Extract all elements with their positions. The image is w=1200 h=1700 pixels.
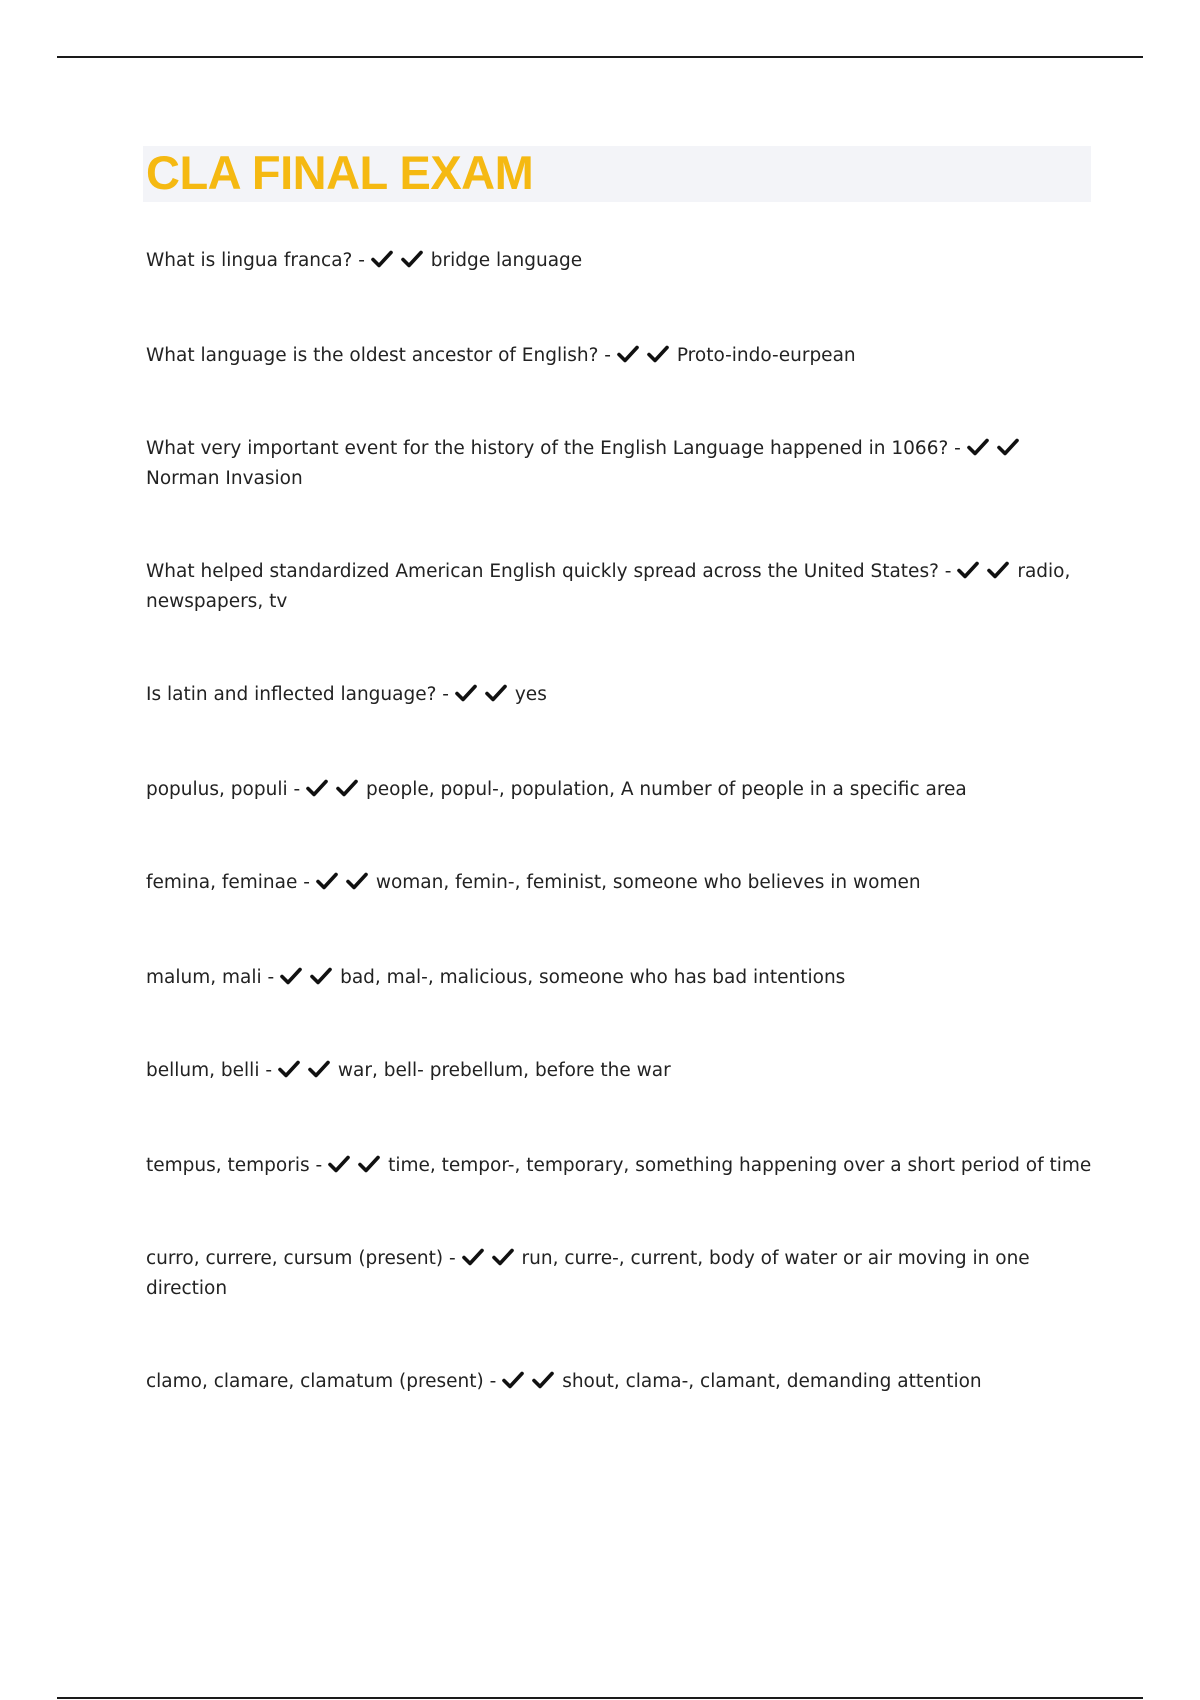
question-text: What is lingua franca? -: [146, 250, 371, 271]
answer-text: Proto-indo-eurpean: [676, 345, 856, 366]
qa-item: [146, 341, 1096, 371]
qa-item: [146, 246, 1096, 276]
answer-text: bad, mal-, malicious, someone who has bad intentions: [340, 967, 846, 988]
question-text: What helped standardized American English quickly spread across the United States? -: [146, 561, 958, 582]
header-rule: [57, 56, 1143, 58]
qa-item: [146, 868, 1096, 898]
answer-text: people, popul-, population, A number of people in a specific area: [366, 779, 967, 800]
question-text: What language is the oldest ancestor of English? -: [146, 345, 617, 366]
check-icon: [401, 250, 423, 268]
answer-text: bridge language: [430, 250, 583, 271]
check-icon: [502, 1371, 524, 1389]
check-icon: [997, 438, 1019, 456]
check-icon: [278, 1060, 300, 1078]
check-icon: [647, 345, 669, 363]
check-icon: [485, 684, 507, 702]
check-icon: [455, 684, 477, 702]
qa-item: [146, 1056, 1096, 1086]
question-text: Is latin and inflected language? -: [146, 684, 455, 705]
check-icon: [306, 779, 328, 797]
check-icon: [346, 872, 368, 890]
qa-item: [146, 680, 1096, 710]
question-text: populus, populi -: [146, 779, 307, 800]
check-icon: [462, 1248, 484, 1266]
check-icon: [371, 250, 393, 268]
check-icon: [532, 1371, 554, 1389]
check-icon: [358, 1155, 380, 1173]
qa-item: [146, 775, 1096, 805]
answer-text: Norman Invasion: [146, 468, 303, 489]
check-icon: [308, 1060, 330, 1078]
check-icon: [492, 1248, 514, 1266]
answer-text: run, curre-, current, body of water or air moving in one direction: [146, 1248, 1030, 1299]
page-title: CLA FINAL EXAM: [146, 146, 534, 199]
check-icon: [328, 1155, 350, 1173]
question-text: tempus, temporis -: [146, 1155, 329, 1176]
answer-text: yes: [514, 684, 547, 705]
question-text: bellum, belli -: [146, 1060, 278, 1081]
check-icon: [957, 561, 979, 579]
check-icon: [316, 872, 338, 890]
question-text: femina, feminae -: [146, 872, 316, 893]
question-text: curro, currere, cursum (present) -: [146, 1248, 462, 1269]
qa-item: [146, 1367, 1096, 1397]
footer-rule: [57, 1697, 1143, 1699]
question-text: malum, mali -: [146, 967, 281, 988]
question-text: What very important event for the history of the English Language happened in 1066? -: [146, 438, 967, 459]
check-icon: [310, 967, 332, 985]
qa-item: [146, 963, 1096, 993]
check-icon: [280, 967, 302, 985]
qa-item: [146, 1151, 1096, 1181]
check-icon: [967, 438, 989, 456]
question-text: clamo, clamare, clamatum (present) -: [146, 1371, 503, 1392]
check-icon: [987, 561, 1009, 579]
check-icon: [336, 779, 358, 797]
check-icon: [617, 345, 639, 363]
answer-text: time, tempor-, temporary, something happening over a short period of time: [388, 1155, 1092, 1176]
answer-text: radio, newspapers, tv: [146, 561, 1071, 612]
answer-text: war, bell- prebellum, before the war: [337, 1060, 671, 1081]
answer-text: woman, femin-, feminist, someone who believes in women: [375, 872, 921, 893]
answer-text: shout, clama-, clamant, demanding attention: [562, 1371, 982, 1392]
qa-item: [146, 1244, 1096, 1304]
qa-item: [146, 557, 1096, 617]
qa-item: [146, 434, 1096, 494]
